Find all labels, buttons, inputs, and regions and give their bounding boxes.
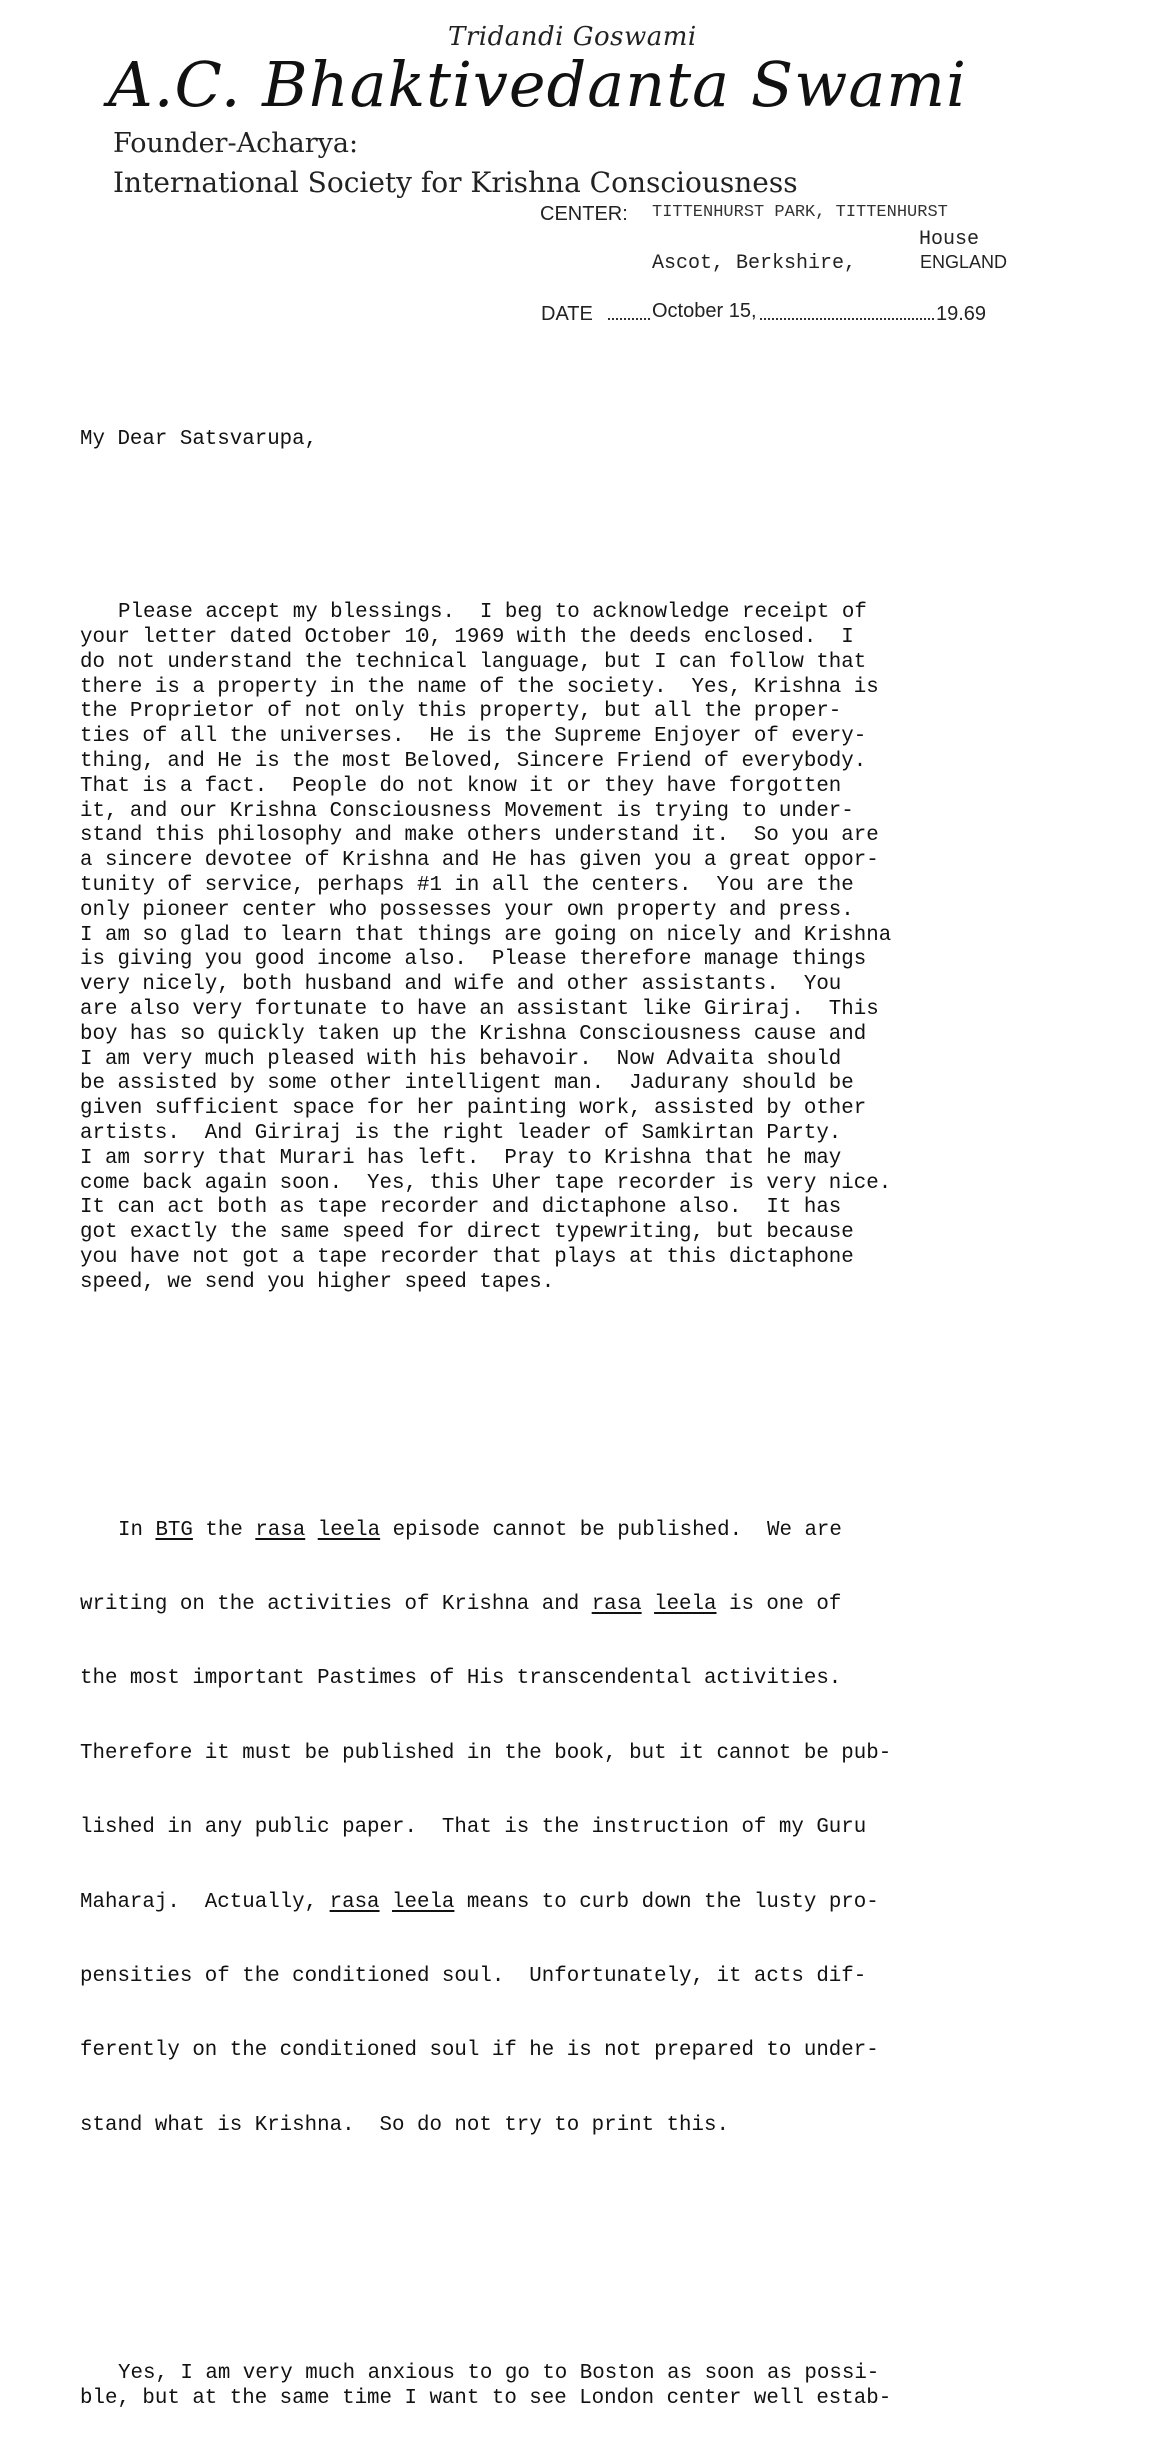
paragraph-line: boy has so quickly taken up the Krishna Consciousness cause and	[80, 1022, 867, 1046]
paragraph-line: Please accept my blessings. I beg to acknowledge receipt of	[118, 601, 867, 625]
paragraph-line: only pioneer center who possesses your own property and press.	[80, 898, 854, 922]
paragraph-line: do not understand the technical language, but I can follow that	[80, 650, 867, 674]
paragraph-line: your letter dated October 10, 1969 with the deeds enclosed. I	[80, 625, 854, 649]
paragraph-line: ferently on the conditioned soul if he is not prepared to under-	[80, 2039, 879, 2063]
paragraph-line: given sufficient space for her painting work, assisted by other	[80, 1097, 867, 1121]
paragraph-line: thing, and He is the most Beloved, Sincere Friend of everybody.	[80, 749, 867, 773]
paragraph-gap	[80, 502, 1130, 527]
paragraph-line: Therefore it must be published in the book, but it cannot be pub-	[80, 1741, 892, 1765]
letterhead-name: A.C. Bhaktivedanta Swami	[108, 48, 967, 121]
paragraph-line: there is a property in the name of the society. Yes, Krishna is	[80, 675, 879, 699]
underlined-text: leela	[654, 1593, 717, 1617]
paragraph-line: ble, but at the same time I want to see London center well estab-	[80, 2386, 892, 2410]
paragraph-1	[80, 601, 1130, 1295]
paragraph-line: That is a fact. People do not know it or they have forgotten	[80, 774, 842, 798]
paragraph-line: speed, we send you higher speed tapes.	[80, 1270, 555, 1294]
paragraph-line: In BTG the rasa leela episode cannot be published. We are	[118, 1518, 842, 1542]
paragraph-line: come back again soon. Yes, this Uher tape recorder is very nice.	[80, 1171, 892, 1195]
paragraph-line: I am sorry that Murari has left. Pray to Krishna that he may	[80, 1146, 842, 1170]
paragraph-line: lished in any public paper. That is the instruction of my Guru	[80, 1816, 867, 1840]
date-year: 19.69	[936, 303, 987, 325]
paragraph-line: the most important Pastimes of His transcendental activities.	[80, 1667, 842, 1691]
paragraph-line: I am very much pleased with his behavoir. Now Advaita should	[80, 1047, 842, 1071]
paragraph-line: ties of all the universes. He is the Supreme Enjoyer of every-	[80, 725, 867, 749]
paragraph-line: tunity of service, perhaps #1 in all the centers. You are the	[80, 873, 854, 897]
paragraph-line: very nicely, both husband and wife and other assistants. You	[80, 973, 842, 997]
underlined-text: rasa	[591, 1593, 642, 1617]
paragraph-line: writing on the activities of Krishna and rasa leela is one of	[80, 1593, 842, 1617]
paragraph-line: is giving you good income also. Please therefore manage things	[80, 948, 867, 972]
underlined-text: rasa	[329, 1890, 380, 1914]
paragraph-line: it, and our Krishna Consciousness Movement is trying to under-	[80, 799, 854, 823]
paragraph-line: a sincere devotee of Krishna and He has given you a great oppor-	[80, 849, 879, 873]
paragraph-line: got exactly the same speed for direct typewriting, but because	[80, 1221, 854, 1245]
paragraph-line: I am so glad to learn that things are going on nicely and Krishna	[80, 923, 892, 947]
underlined-text: leela	[317, 1518, 381, 1542]
paragraph-3	[80, 2362, 1130, 2412]
date-value: October 15,	[652, 300, 757, 322]
paragraph-line: stand what is Krishna. So do not try to print this.	[80, 2113, 729, 2137]
address-country: ENGLAND	[920, 252, 1008, 272]
paragraph-2	[80, 1469, 1130, 2188]
paragraph-line: artists. And Giriraj is the right leader of Samkirtan Party.	[80, 1121, 842, 1145]
paragraph-line: pensities of the conditioned soul. Unfortunately, it acts dif-	[80, 1965, 867, 1988]
address-city: Ascot, Berkshire,	[652, 252, 857, 275]
paragraph-line: It can act both as tape recorder and dictaphone also. It has	[80, 1196, 842, 1220]
underlined-text: leela	[392, 1890, 455, 1914]
paragraph-line: are also very fortunate to have an assistant like Giriraj. This	[80, 997, 879, 1021]
date-label: DATE	[541, 303, 593, 325]
letterhead-title: Tridandi Goswami	[448, 22, 697, 52]
letter-body	[80, 378, 1130, 2461]
paragraph-line: Maharaj. Actually, rasa leela means to curb down the lusty pro-	[80, 1890, 879, 1914]
paragraph-gap	[80, 2263, 1130, 2288]
underlined-text: BTG	[155, 1518, 193, 1542]
center-label: CENTER:	[540, 203, 628, 225]
paragraph-line: the Proprietor of not only this property, but all the proper-	[80, 700, 842, 724]
paragraph-line: be assisted by some other intelligent man. Jadurany should be	[80, 1072, 854, 1096]
address-house: House	[919, 228, 980, 251]
paragraph-line: stand this philosophy and make others understand it. So you are	[80, 824, 879, 848]
paragraph-line: you have not got a tape recorder that plays at this dictaphone	[80, 1245, 854, 1269]
letterhead-founder-line: Founder-Acharya:	[113, 128, 359, 159]
center-value: TITTENHURST PARK, TITTENHURST	[652, 203, 948, 222]
paragraph-gap	[80, 1370, 1130, 1395]
underlined-text: rasa	[255, 1518, 306, 1542]
letterhead-society-line: International Society for Krishna Consciousness	[113, 166, 798, 199]
paragraph-line: Yes, I am very much anxious to go to Boston as soon as possi-	[118, 2361, 880, 2385]
salutation: My Dear Satsvarupa,	[80, 427, 318, 451]
